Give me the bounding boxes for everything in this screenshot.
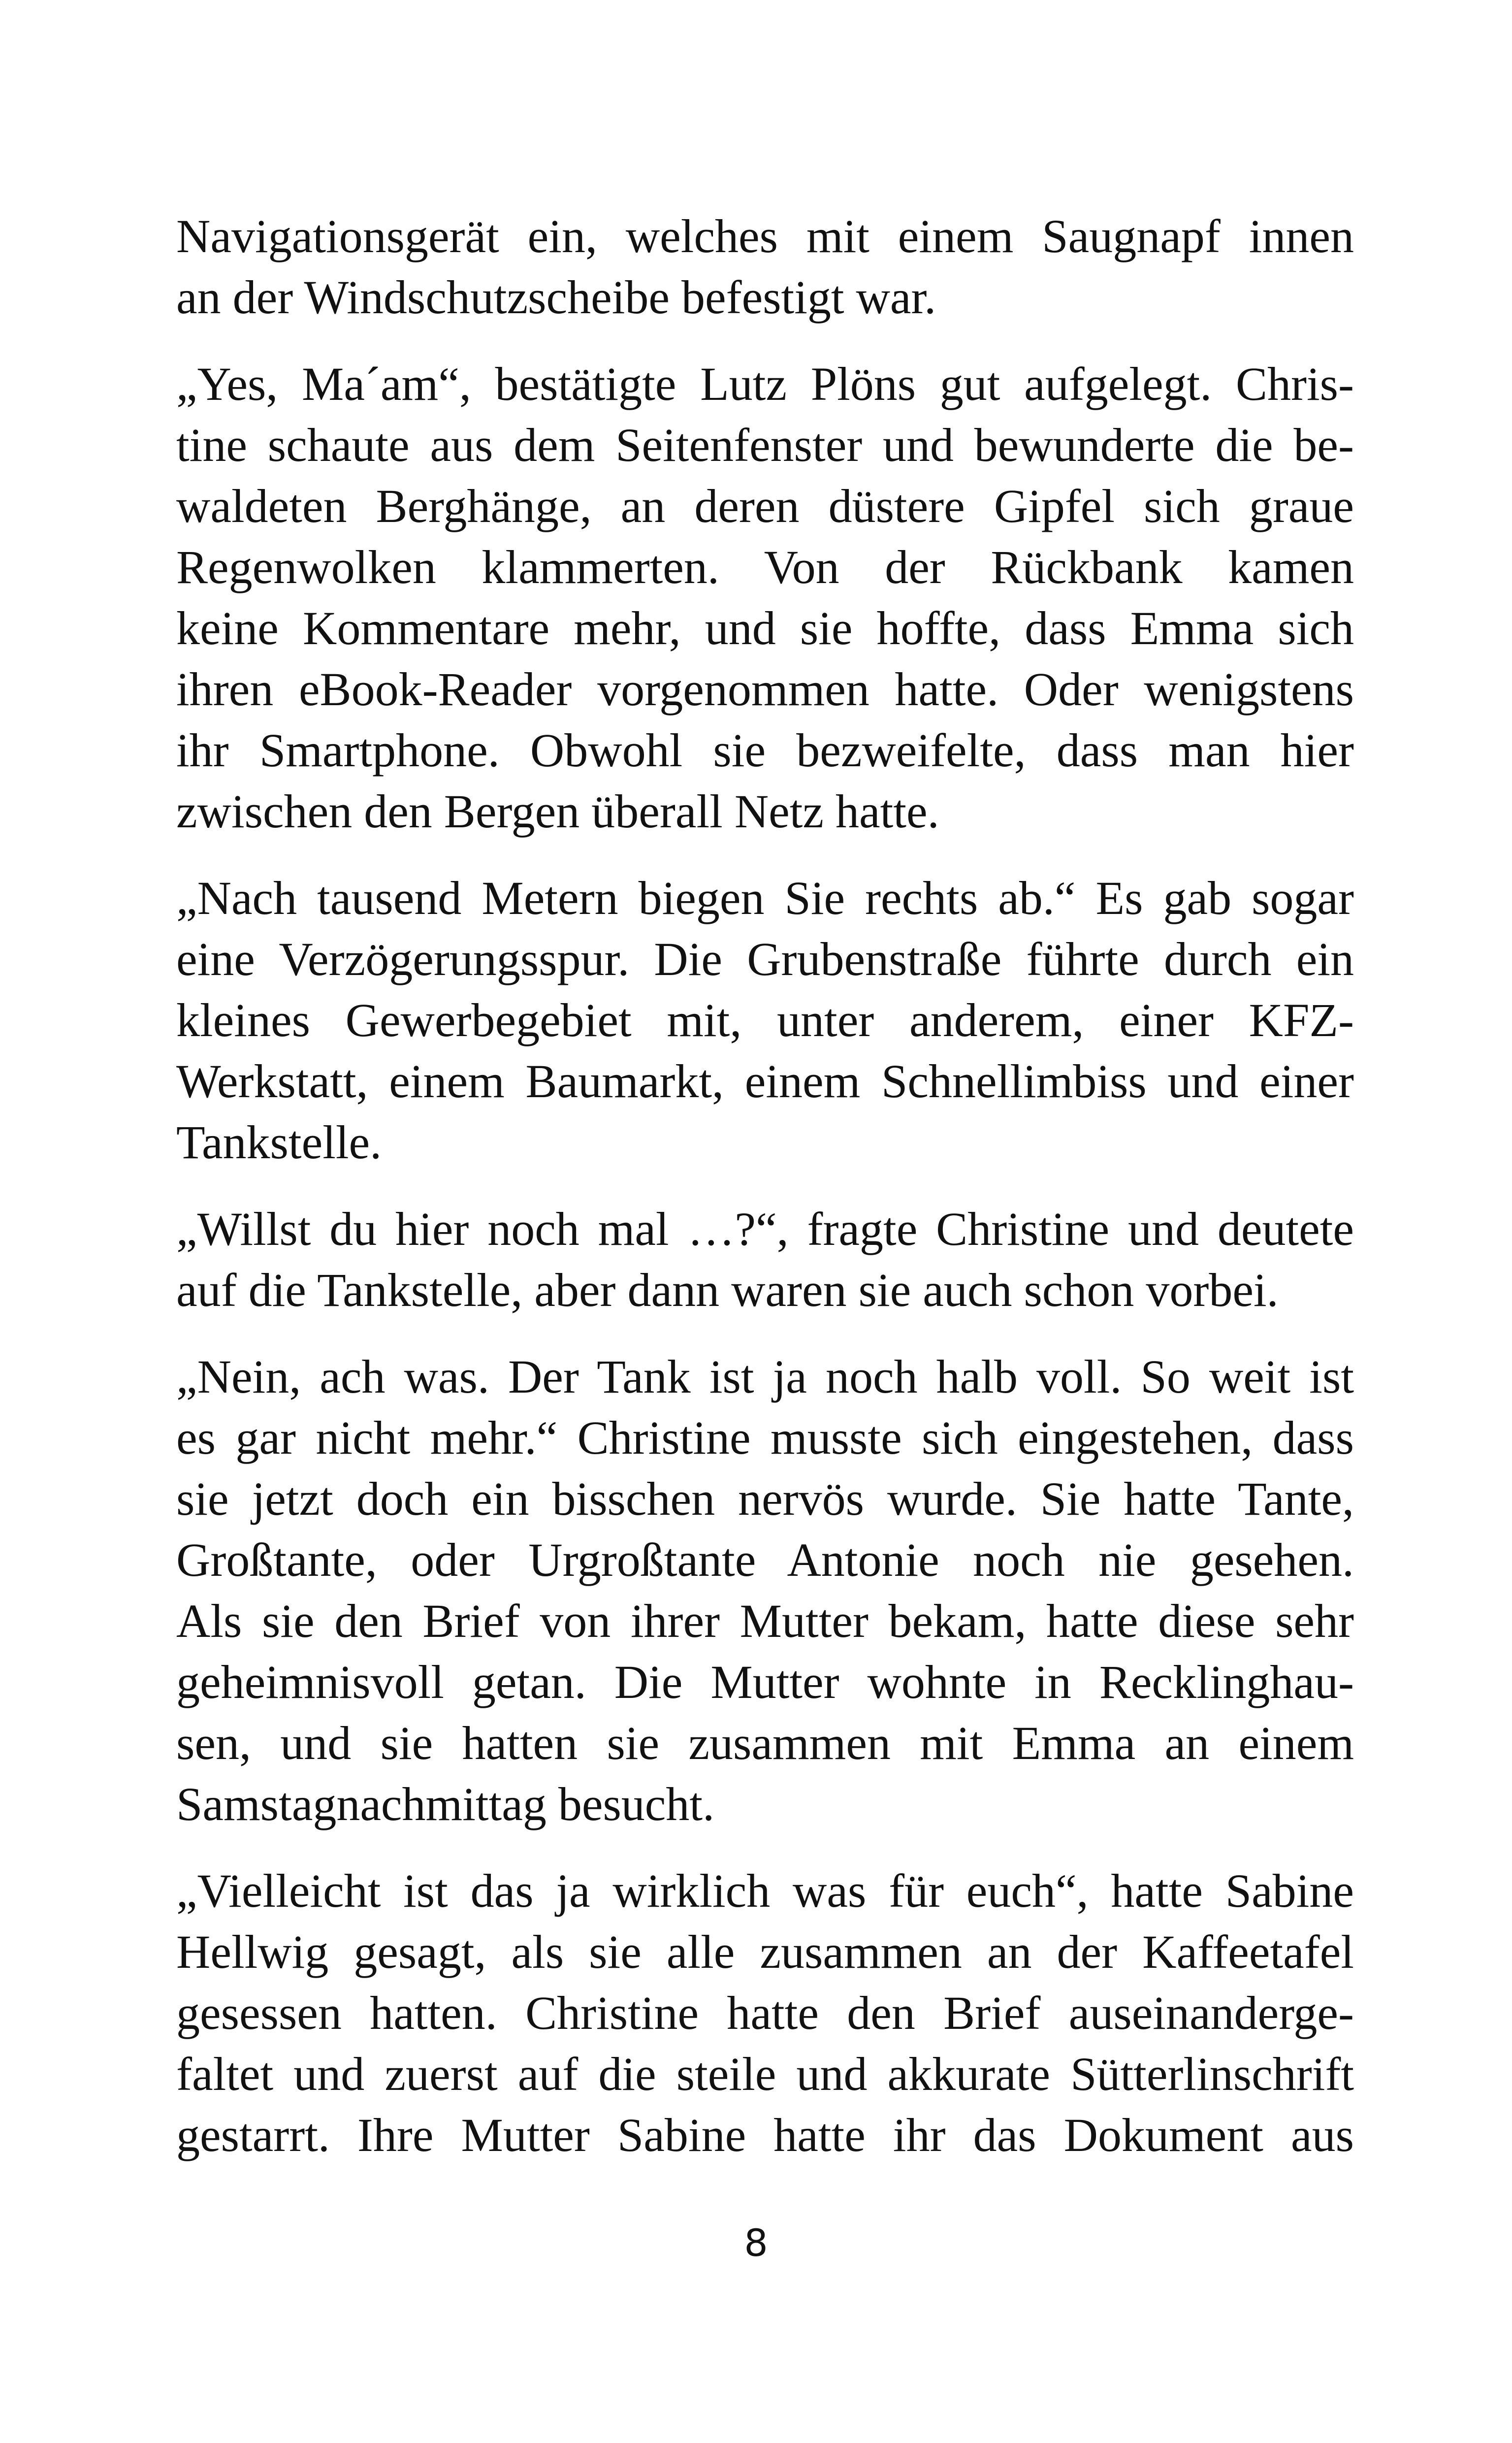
text-line: waldeten Berghänge, an deren düstere Gipfel sich graue	[176, 480, 1354, 532]
text-line: sen, und sie hatten sie zusammen mit Emma an einem	[176, 1717, 1354, 1769]
text-line: gesessen hatten. Christine hatte den Brief auseinanderge-	[176, 1987, 1354, 2039]
text-line: faltet und zuerst auf die steile und akkurate Sütterlinschrift	[176, 2048, 1354, 2100]
text-line: sie jetzt doch ein bisschen nervös wurde. Sie hatte Tante,	[176, 1472, 1354, 1525]
text-line: zwischen den Bergen überall Netz hatte.	[176, 785, 939, 838]
text-line: Großtante, oder Urgroßtante Antonie noch nie gesehen.	[176, 1533, 1354, 1586]
text-line: es gar nicht mehr.“ Christine musste sich eingestehen, dass	[176, 1411, 1354, 1464]
text-line: kleines Gewerbegebiet mit, unter anderem, einer KFZ-	[176, 994, 1354, 1046]
text-line: ihren eBook-Reader vorgenommen hatte. Oder wenigstens	[176, 663, 1354, 716]
text-line: Samstagnachmittag besucht.	[176, 1778, 715, 1830]
text-line: „Yes, Ma´am“, bestätigte Lutz Plöns gut aufgelegt. Chris-	[176, 358, 1354, 410]
text-line: Als sie den Brief von ihrer Mutter bekam, hatte diese sehr	[176, 1595, 1354, 1647]
paragraph	[176, 354, 1354, 842]
text-line: auf die Tankstelle, aber dann waren sie auch schon vorbei.	[176, 1264, 1279, 1316]
text-line: Navigationsgerät ein, welches mit einem Saugnapf innen	[176, 210, 1354, 262]
paragraph	[176, 206, 1354, 328]
paragraph	[176, 1199, 1354, 1321]
paragraph	[176, 1860, 1354, 2166]
text-line: Regenwolken klammerten. Von der Rückbank kamen	[176, 541, 1354, 593]
text-line: keine Kommentare mehr, und sie hoffte, dass Emma sich	[176, 602, 1354, 654]
text-line: „Nach tausend Metern biegen Sie rechts ab.“ Es gab sogar	[176, 872, 1354, 924]
text-line: „Vielleicht ist das ja wirklich was für euch“, hatte Sabine	[176, 1864, 1354, 1917]
body-text	[176, 206, 1354, 2191]
text-line: eine Verzögerungsspur. Die Grubenstraße führte durch ein	[176, 933, 1354, 985]
text-line: gestarrt. Ihre Mutter Sabine hatte ihr das Dokument aus	[176, 2109, 1354, 2161]
paragraph	[176, 1346, 1354, 1835]
text-line: ihr Smartphone. Obwohl sie bezweifelte, dass man hier	[176, 724, 1354, 777]
paragraph	[176, 868, 1354, 1173]
text-line: geheimnisvoll getan. Die Mutter wohnte in Recklinghau-	[176, 1656, 1354, 1708]
text-line: „Nein, ach was. Der Tank ist ja noch halb voll. So weit ist	[176, 1350, 1354, 1403]
text-line: tine schaute aus dem Seitenfenster und bewunderte die be-	[176, 419, 1354, 471]
text-line: Werkstatt, einem Baumarkt, einem Schnellimbiss und einer	[176, 1055, 1354, 1107]
page-number: 8	[744, 2221, 768, 2265]
text-line: Tankstelle.	[176, 1116, 382, 1169]
text-line: „Willst du hier noch mal …?“, fragte Christine und deutete	[176, 1203, 1354, 1255]
text-line: Hellwig gesagt, als sie alle zusammen an der Kaffeetafel	[176, 1925, 1354, 1978]
text-line: an der Windschutzscheibe befestigt war.	[176, 271, 936, 324]
